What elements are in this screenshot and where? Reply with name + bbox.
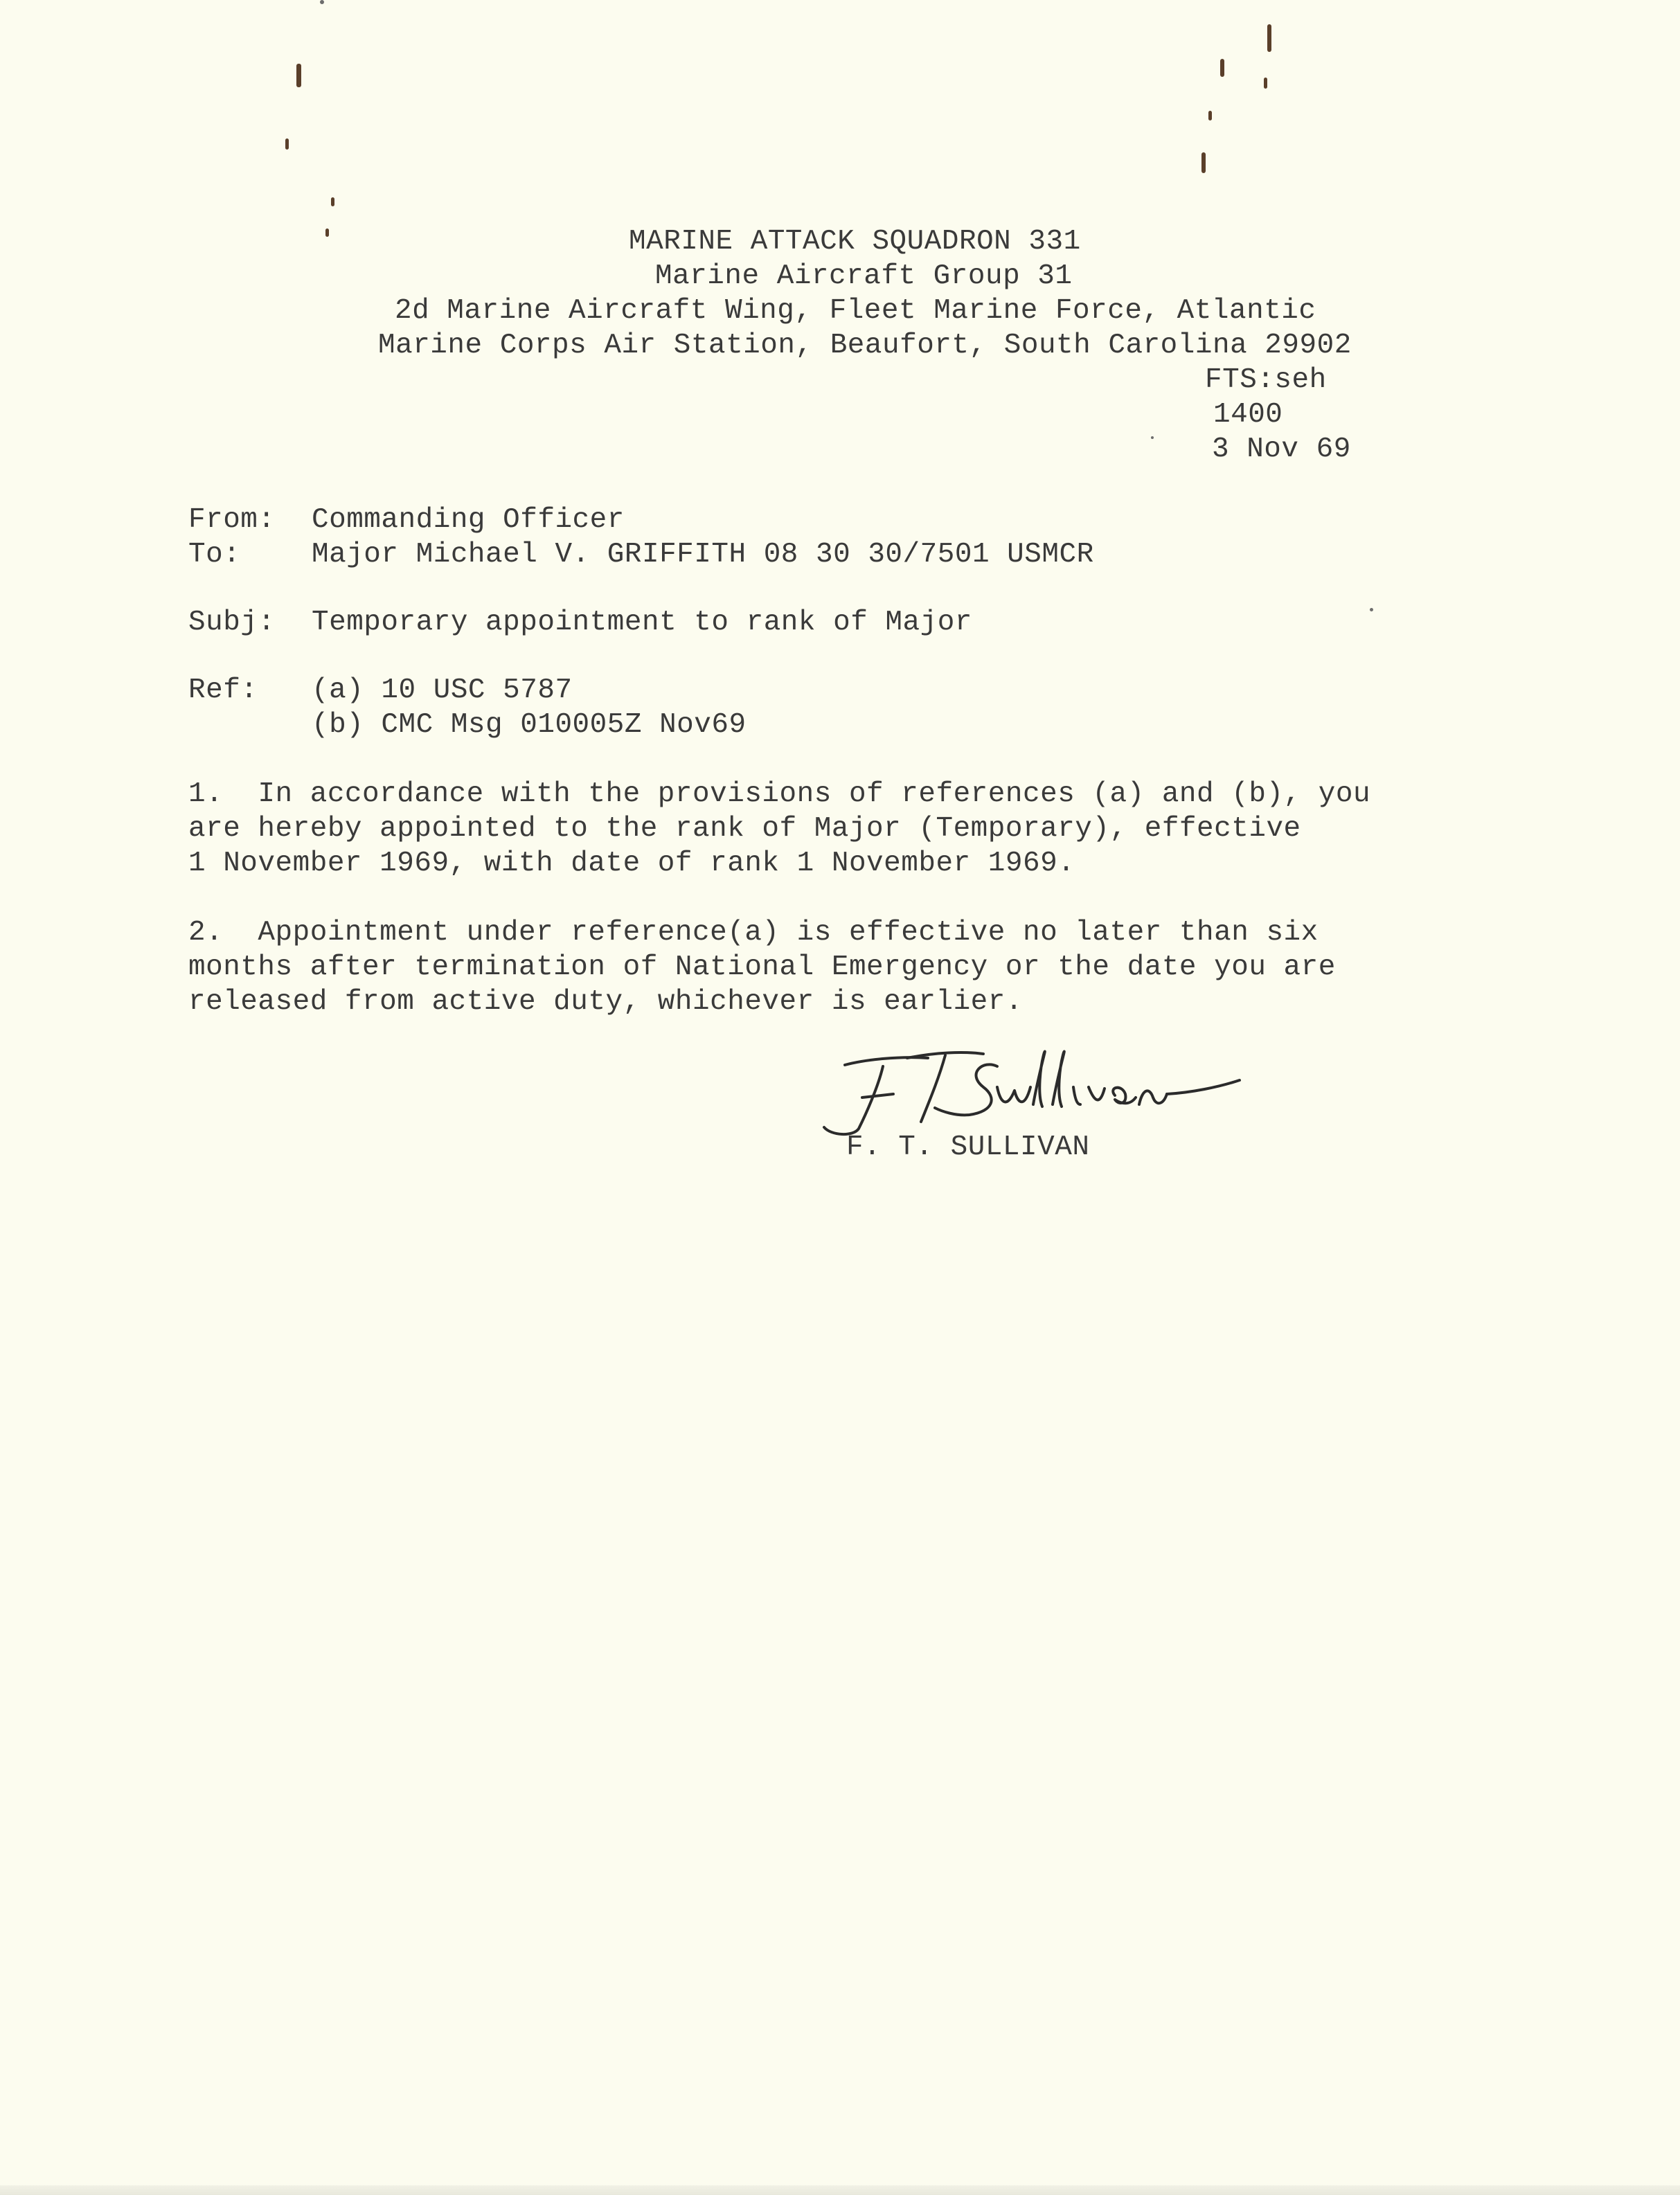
from-value: Commanding Officer bbox=[312, 504, 625, 536]
rust-mark bbox=[1267, 24, 1271, 52]
subj-label: Subj: bbox=[188, 607, 276, 638]
letterhead-group: Marine Aircraft Group 31 bbox=[655, 260, 1073, 292]
rust-mark bbox=[1201, 152, 1206, 173]
dust-speck bbox=[320, 0, 324, 4]
rust-mark bbox=[1264, 78, 1267, 89]
signer-name: F. T. SULLIVAN bbox=[846, 1131, 1090, 1163]
dust-speck bbox=[1370, 608, 1373, 611]
dust-speck bbox=[1151, 436, 1154, 439]
subj-value: Temporary appointment to rank of Major bbox=[312, 607, 972, 638]
from-label: From: bbox=[188, 504, 276, 536]
paragraph-1-line-3: 1 November 1969, with date of rank 1 November 1969. bbox=[188, 848, 1075, 879]
paragraph-2-line-1: 2. Appointment under reference(a) is effective no later than six bbox=[188, 917, 1319, 949]
paragraph-1-line-2: are hereby appointed to the rank of Major (Temporary), effective bbox=[188, 813, 1301, 845]
file-code: 1400 bbox=[1213, 399, 1283, 431]
rust-mark bbox=[1220, 59, 1224, 77]
rust-mark bbox=[296, 64, 301, 87]
paper-bottom-edge bbox=[0, 2185, 1680, 2195]
letterhead-station: Marine Corps Air Station, Beaufort, South Carolina 29902 bbox=[378, 330, 1352, 361]
paragraph-2-line-3: released from active duty, whichever is earlier. bbox=[188, 986, 1023, 1018]
to-label: To: bbox=[188, 539, 241, 571]
paragraph-2-line-2: months after termination of National Emergency or the date you are bbox=[188, 951, 1336, 983]
rust-mark bbox=[1208, 111, 1212, 120]
file-initials: FTS:seh bbox=[1205, 364, 1327, 396]
ref-label: Ref: bbox=[188, 674, 258, 706]
paragraph-1-line-1: 1. In accordance with the provisions of references (a) and (b), you bbox=[188, 778, 1371, 810]
ref-b: (b) CMC Msg 010005Z Nov69 bbox=[312, 709, 747, 741]
rust-mark bbox=[325, 229, 329, 237]
letterhead-wing: 2d Marine Aircraft Wing, Fleet Marine Force, Atlantic bbox=[395, 295, 1316, 327]
handwritten-signature bbox=[789, 1039, 1246, 1143]
rust-mark bbox=[331, 197, 334, 206]
to-value: Major Michael V. GRIFFITH 08 30 30/7501 USMCR bbox=[312, 539, 1094, 571]
letterhead-unit: MARINE ATTACK SQUADRON 331 bbox=[629, 226, 1081, 258]
ref-a: (a) 10 USC 5787 bbox=[312, 674, 573, 706]
rust-mark bbox=[285, 138, 289, 150]
letter-date: 3 Nov 69 bbox=[1212, 433, 1351, 465]
